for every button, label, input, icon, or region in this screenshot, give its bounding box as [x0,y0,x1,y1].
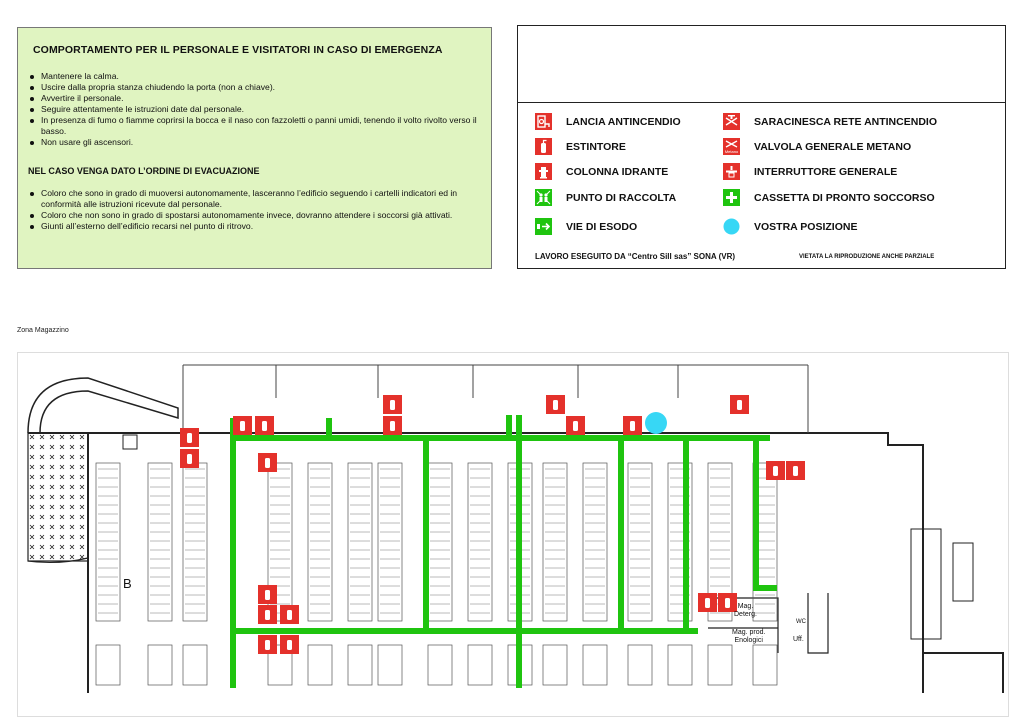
area-label: B [123,576,132,591]
emergency-rules-list [28,71,488,148]
safety-sign-symbol [773,466,778,476]
rack [183,645,207,685]
upper-partitions [183,365,808,433]
rule-item: Uscire dalla propria stanza chiudendo la porta (non a chiave). [28,82,488,93]
safety-sign-symbol [390,421,395,431]
safety-sign-symbol [287,610,292,620]
safety-sign-symbol [705,598,710,608]
you-are-here-icon [723,218,740,235]
legend-label: PUNTO DI RACCOLTA [566,191,677,204]
curved-wall [28,378,178,433]
rack [96,463,120,621]
rack [628,645,652,685]
safety-sign-symbol [187,433,192,443]
legend-item-first-aid [723,189,935,206]
safety-sign-symbol [553,400,558,410]
exit-route-icon [535,218,552,235]
hydrant-icon [535,163,552,180]
legend-label: ESTINTORE [566,140,626,153]
rack [183,463,207,621]
legend-label: CASSETTA DI PRONTO SOCCORSO [754,191,935,204]
hatched-area [28,433,88,561]
rack [583,463,607,621]
main-switch-icon [723,163,740,180]
rule-item: Non usare gli ascensori. [28,137,488,148]
floor-plan [17,352,1009,717]
rack [543,463,567,621]
exit-route-segment [230,628,698,634]
legend-item-gas-valve [723,138,911,155]
safety-sign-symbol [265,640,270,650]
rack [378,645,402,685]
zone-label: Zona Magazzino [17,327,69,334]
credit-text: LAVORO ESEGUITO DA “Centro Sill sas” SONA (VR) [535,252,736,261]
emergency-instructions-panel [17,27,492,269]
rack [428,463,452,621]
first-aid-icon [723,189,740,206]
safety-sign-symbol [265,590,270,600]
rack [148,463,172,621]
rack [96,645,120,685]
rule-item: Seguire attentamente le istruzioni date dal personale. [28,104,488,115]
loading-door [953,543,973,601]
safety-sign-symbol [737,400,742,410]
room-uff-label: Uff. [793,636,804,643]
you-are-here-marker [645,412,667,434]
exit-route-segment [326,418,332,441]
right-wall [923,653,1003,693]
rack [708,645,732,685]
legend-item-main-switch [723,163,897,180]
safety-sign-symbol [265,458,270,468]
exit-route-segment [423,435,429,634]
emergency-title: COMPORTAMENTO PER IL PERSONALE E VISITATORI IN CASO DI EMERGENZA [33,44,443,56]
evacuation-rule-item: Coloro che sono in grado di muoversi autonomamente, lasceranno l’edificio seguendo i cartelli indicatori ed in conformità alle istruzioni ricevute dal personale. [28,188,488,210]
legend-item-extinguisher [535,138,626,155]
rack [348,463,372,621]
room-detergenti-label: Mag. Deterg. [734,603,757,618]
safety-sign-symbol [390,400,395,410]
legend-label: INTERRUTTORE GENERALE [754,165,898,178]
rule-item: Mantenere la calma. [28,71,488,82]
safety-sign-symbol [287,640,292,650]
gas-valve-icon-text: Metano [724,149,739,154]
safety-sign-symbol [262,421,267,431]
assembly-point-icon [535,189,552,206]
rack [543,645,567,685]
stairs [123,435,137,449]
rack [628,463,652,621]
rack [468,463,492,621]
rack [148,645,172,685]
exit-routes [230,415,777,688]
rack [468,645,492,685]
safety-sign-symbol [725,598,730,608]
safety-sign-symbol [187,454,192,464]
rack [308,463,332,621]
valve-icon [723,113,740,130]
rule-item: Avvertire il personale. [28,93,488,104]
safety-sign-symbol [630,421,635,431]
exit-route-segment [753,435,759,591]
rule-item: In presenza di fumo o fiamme coprirsi la bocca e il naso con fazzoletti o panni umidi, tenendo il volto rivolto verso il basso. [28,115,488,137]
floor-plan-drawing [18,353,1008,716]
fire-hose-icon [535,113,552,130]
exit-route-segment [516,415,522,688]
safety-sign-symbol [240,421,245,431]
legend-item-fire-hose [535,113,681,130]
rack [583,645,607,685]
rack [308,645,332,685]
legend-item-assembly-point [535,189,676,206]
legend-divider [518,102,1005,103]
legend-label: VIE DI ESODO [566,220,638,233]
service-walls [808,593,828,653]
legend-label: COLONNA IDRANTE [566,165,669,178]
rack [668,645,692,685]
legend-item-hydrant [535,163,668,180]
legend-panel [517,25,1006,269]
exit-route-segment [618,435,624,634]
storage-racks [96,463,777,685]
loading-bay [911,529,941,639]
exit-route-segment [753,585,777,591]
rack [348,645,372,685]
safety-sign-symbol [793,466,798,476]
legend-label: SARACINESCA RETE ANTINCENDIO [754,115,937,128]
rack [378,463,402,621]
building-walls [28,365,1003,693]
evacuation-title: NEL CASO VENGA DATO L’ORDINE DI EVACUAZIONE [28,166,260,176]
rack [753,645,777,685]
legend-item-you-are-here [723,218,857,235]
room-wc-label: WC [796,619,806,625]
evacuation-rule-item: Giunti all’esterno dell’edificio recarsi nel punto di ritrovo. [28,221,488,232]
rack [428,645,452,685]
safety-sign-symbol [265,610,270,620]
legend-label: VALVOLA GENERALE METANO [754,140,912,153]
exit-route-segment [230,418,236,688]
exit-route-segment [506,415,512,441]
extinguisher-icon [535,138,552,155]
legend-label: VOSTRA POSIZIONE [754,220,858,233]
evacuation-rule-item: Coloro che non sono in grado di spostarsi autonomamente invece, dovranno attendere i soccorsi già attivati. [28,210,488,221]
gas-valve-icon [723,138,740,155]
exit-route-segment [683,435,689,634]
safety-sign-symbol [573,421,578,431]
legend-item-exit-route [535,218,637,235]
legend-label: LANCIA ANTINCENDIO [566,115,681,128]
room-enologici-label: Mag. prod. Enologici [732,629,766,644]
evacuation-rules-list [28,188,488,232]
legend-item-valve [723,113,937,130]
reproduction-notice: VIETATA LA RIPRODUZIONE ANCHE PARZIALE [799,254,935,260]
